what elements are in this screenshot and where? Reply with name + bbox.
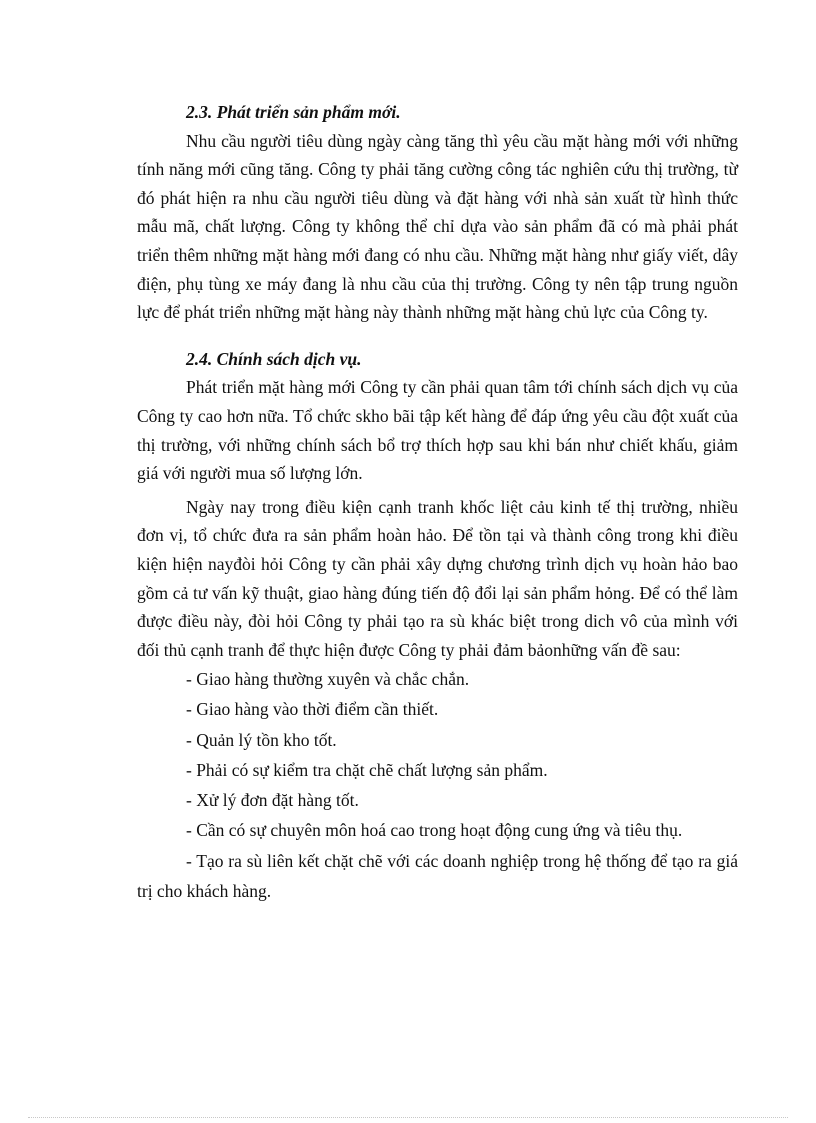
list-item: - Giao hàng vào thời điểm cần thiết.: [186, 699, 439, 720]
list-item: - Quản lý tồn kho tốt.: [186, 729, 337, 750]
list-item: - Phải có sự kiểm tra chặt chẽ chất lượng sản phẩm.: [186, 759, 548, 780]
page-bottom-divider: [28, 1117, 788, 1118]
paragraph-2-3: Nhu cầu người tiêu dùng ngày càng tăng thì yêu cầu mặt hàng mới với những tính năng mới cũng tăng. Công ty phải tăng cường công tác nghiên cứu thị trường, từ đó phát hiện ra nhu cầu người tiêu dùng và đặt hàng với nhà sản xuất từ hình thức mẫu mã, chất lượng. Công ty không thể chỉ dựa vào sản phẩm đã có mà phải phát triển thêm những mặt hàng mới đang có nhu cầu. Những mặt hàng như giấy viết, dây điện, phụ tùng xe máy đang là nhu cầu của thị trường. Công ty nên tập trung nguồn lực để phát triển những mặt hàng này thành những mặt hàng chủ lực của Công ty.: [137, 130, 738, 323]
paragraph-2-4-1: Phát triển mặt hàng mới Công ty cần phải quan tâm tới chính sách dịch vụ của Công ty cao hơn nữa. Tổ chức skho bãi tập kết hàng để đáp ứng yêu cầu đột xuất của thị trường, với những chính sách bổ trợ thích hợp sau khi bán như chiết khấu, giảm giá với người mua số lượng lớn.: [137, 377, 738, 484]
paragraph-2-4-2: Ngày nay trong điều kiện cạnh tranh khốc liệt cảu kinh tế thị trường, nhiều đơn vị, tổ chức đưa ra sản phẩm hoàn hảo. Để tồn tại và thành công trong khi điều kiện hiện nayđòi hỏi Công ty cần phải xây dựng chương trình dịch vụ hoàn hảo bao gồm cả tư vấn kỹ thuật, giao hàng đúng tiến độ đổi lại sản phẩm hỏng. Để có thể làm được điều này, đòi hỏi Công ty phải tạo ra sù khác biệt trong dich vô của mình với đối thủ cạnh tranh để thực hiện được Công ty phải đảm bảonhững vấn đề sau:: [137, 496, 738, 660]
section-spacer: [137, 327, 738, 345]
list-item: - Tạo ra sù liên kết chặt chẽ với các doanh nghiệp trong hệ thống để tạo ra giá trị cho khách hàng.: [137, 850, 738, 901]
document-page: [137, 98, 738, 906]
section-heading-2-3: 2.3. Phát triển sản phẩm mới.: [186, 102, 401, 122]
list-item: - Giao hàng thường xuyên và chắc chắn.: [186, 669, 470, 690]
list-item: - Xử lý đơn đặt hàng tốt.: [186, 790, 359, 811]
list-item: - Cần có sự chuyên môn hoá cao trong hoạt động cung ứng và tiêu thụ.: [186, 820, 683, 841]
section-heading-2-4: 2.4. Chính sách dịch vụ.: [186, 348, 362, 369]
